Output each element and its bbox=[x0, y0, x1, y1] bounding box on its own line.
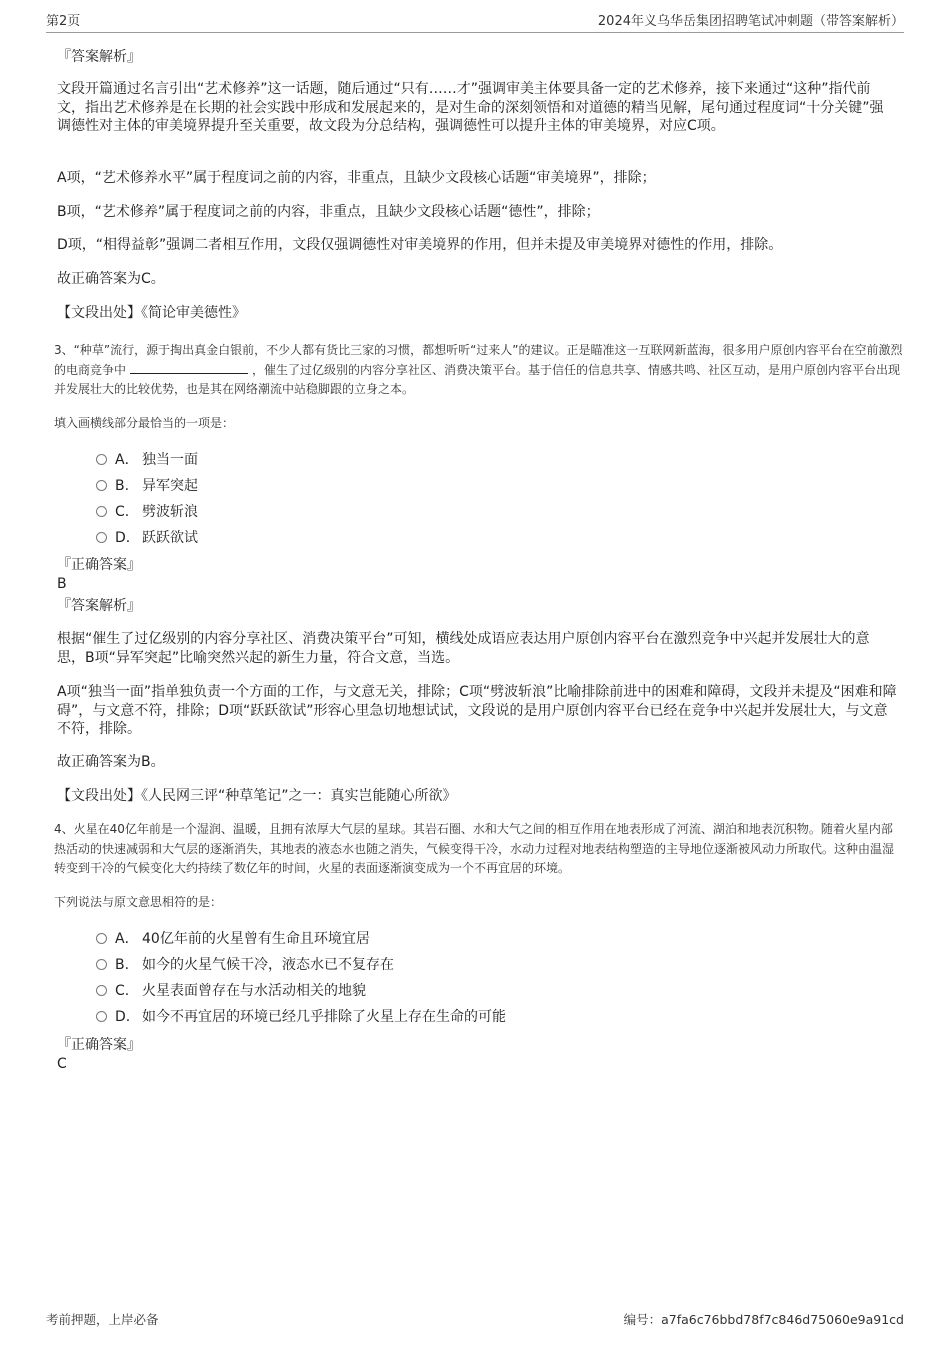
q3-option-d[interactable]: D. 跃跃欲试 bbox=[96, 528, 198, 548]
q2-analysis-option-b: B项，“艺术修养”属于程度词之前的内容，非重点，且缺少文段核心话题“德性”，排除； bbox=[57, 204, 600, 220]
q4-answer: C bbox=[57, 1056, 67, 1072]
q4-stem: 4、火星在40亿年前是一个湿润、温暖，且拥有浓厚大气层的星球。其岩石圈、水和大气之间的相互作用在地表形成了河流、湖泊和地表沉积物。随着火星内部热活动的快速减弱和大气层的逐渐消失，其地表的液态水也随之消失，气候变得干冷，水动力过程对地表结构塑造的主导地位逐渐被风动力所取代。这种由温湿转变到干冷的气候变化大约持续了数亿年的时间，火星的表面逐渐演变成为一个不再宜居的环境。 bbox=[54, 822, 895, 875]
radio-circle-icon[interactable] bbox=[96, 933, 107, 944]
code-value: a7fa6c76bbd78f7c846d75060e9a91cd bbox=[661, 1312, 904, 1327]
q2-analysis-label: 『答案解析』 bbox=[57, 49, 141, 65]
q4-option-d[interactable]: D. 如今不再宜居的环境已经几乎排除了火星上存在生命的可能 bbox=[96, 1007, 506, 1027]
q4-prompt: 下列说法与原文意思相符的是： bbox=[54, 895, 223, 909]
q3-analysis-label: 『答案解析』 bbox=[57, 598, 141, 614]
page-header bbox=[46, 14, 904, 33]
q2-analysis-paragraph: 文段开篇通过名言引出“艺术修养”这一话题，随后通过“只有……才”强调审美主体要具备一定的艺术修养，接下来通过“这种”指代前文，指出艺术修养是在长期的社会实践中形成和发展起来的，是对生命的深刻领悟和对道德的精当见解，尾句通过程度词“十分关键”强调德性对主体的审美境界提升至关重要，故文段为分总结构，强调德性可以提升主体的审美境界，对应C项。 bbox=[57, 81, 884, 134]
q2-conclusion: 故正确答案为C。 bbox=[57, 271, 165, 287]
q3-option-c[interactable]: C. 劈波斩浪 bbox=[96, 502, 198, 522]
radio-circle-icon[interactable] bbox=[96, 1011, 107, 1022]
document-title: 2024年义乌华岳集团招聘笔试冲刺题（带答案解析） bbox=[597, 14, 904, 29]
q3-answer-label: 『正确答案』 bbox=[57, 557, 141, 573]
q3-stem bbox=[54, 341, 904, 400]
q3-conclusion: 故正确答案为B。 bbox=[57, 754, 165, 770]
q4-answer-label: 『正确答案』 bbox=[57, 1037, 141, 1053]
radio-circle-icon[interactable] bbox=[96, 506, 107, 517]
q3-option-a[interactable]: A． 独当一面 bbox=[96, 450, 198, 470]
radio-circle-icon[interactable] bbox=[96, 985, 107, 996]
q4-option-a[interactable]: A． 40亿年前的火星曾有生命且环境宜居 bbox=[96, 929, 370, 949]
radio-circle-icon[interactable] bbox=[96, 532, 107, 543]
page-number: 第2页 bbox=[46, 14, 81, 29]
document-code bbox=[624, 1312, 904, 1328]
radio-circle-icon[interactable] bbox=[96, 454, 107, 465]
code-label: 编号： bbox=[623, 1312, 662, 1327]
q2-analysis-option-d: D项，“相得益彰”强调二者相互作用，文段仅强调德性对审美境界的作用，但并未提及审美境界对德性的作用，排除。 bbox=[57, 237, 783, 253]
footer-slogan: 考前押题，上岸必备 bbox=[46, 1312, 159, 1327]
q4-option-c[interactable]: C. 火星表面曾存在与水活动相关的地貌 bbox=[96, 981, 366, 1001]
q3-stem-before: 3、“种草”流行，源于掏出真金白银前，不少人都有货比三家的习惯，都想听听“过来人”的建议。正是瞄准这一互联网新蓝海，很多用户原创内容平台在空前激烈的电商竞争中 bbox=[54, 343, 903, 377]
q3-analysis-paragraph-2: A项“独当一面”指单独负责一个方面的工作，与文意无关，排除；C项“劈波斩浪”比喻排除前进中的困难和障碍，文段并未提及“困难和障碍”，与文意不符，排除；D项“跃跃欲试”形容心里急切地想试试，文段说的是用户原创内容平台已经在竞争中兴起并发展壮大，与文意不符，排除。 bbox=[57, 684, 897, 737]
q3-blank bbox=[130, 361, 248, 374]
radio-circle-icon[interactable] bbox=[96, 959, 107, 970]
q4-option-b[interactable]: B. 如今的火星气候干冷，液态水已不复存在 bbox=[96, 955, 394, 975]
q3-analysis-paragraph-1: 根据“催生了过亿级别的内容分享社区、消费决策平台”可知，横线处成语应表达用户原创内容平台在激烈竞争中兴起并发展壮大的意思，B项“异军突起”比喻突然兴起的新生力量，符合文意，当选。 bbox=[57, 631, 870, 666]
radio-circle-icon[interactable] bbox=[96, 480, 107, 491]
q3-stem-after: ，催生了过亿级别的内容分享社区、消费决策平台。基于信任的信息共享、情感共鸣、社区互动，是用户原创内容平台出现并发展壮大的比较优势，也是其在网络潮流中站稳脚跟的立身之本。 bbox=[54, 362, 901, 396]
q3-prompt: 填入画横线部分最恰当的一项是： bbox=[54, 416, 235, 430]
q3-source: 【文段出处】《人民网三评“种草笔记”之一：真实岂能随心所欲》 bbox=[57, 788, 457, 804]
q3-option-b[interactable]: B. 异军突起 bbox=[96, 476, 198, 496]
q2-source: 【文段出处】《简论审美德性》 bbox=[57, 305, 246, 321]
q2-analysis-option-a: A项，“艺术修养水平”属于程度词之前的内容，非重点，且缺少文段核心话题“审美境界”，排除； bbox=[57, 170, 656, 186]
q3-answer: B bbox=[57, 576, 67, 592]
